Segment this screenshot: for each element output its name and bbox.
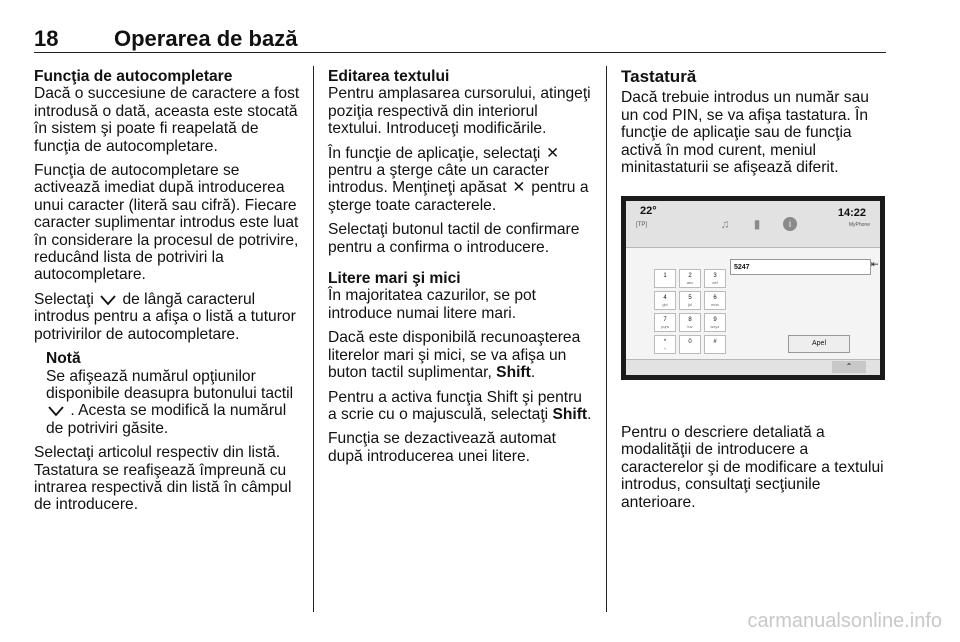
chevron-down-icon (46, 405, 66, 417)
key-number: 4 (663, 295, 667, 301)
column-3-bottom (621, 424, 889, 518)
key-number: 5 (688, 295, 692, 301)
column-2 (328, 68, 593, 472)
keypad-key[interactable] (704, 313, 726, 332)
keypad-screenshot (621, 196, 885, 380)
key-letters: abc (686, 280, 694, 285)
key-number: * (663, 339, 667, 345)
key-letters: pqrs (661, 324, 669, 329)
keypad-key[interactable] (704, 335, 726, 354)
text: de lângă caracterul introdus pentru a afişa o listă a tuturor potrivirilor de autocompletare. (34, 290, 296, 343)
call-button[interactable]: Apel (788, 335, 850, 353)
clock: 14:22 (837, 207, 866, 219)
text: Selectaţi (34, 290, 94, 308)
watermark: carmanualsonline.info (747, 610, 942, 632)
paragraph (328, 145, 593, 215)
keypad-key[interactable] (654, 335, 676, 354)
text: pentru a şterge toate caracterele. (328, 179, 589, 214)
chevron-up-icon[interactable]: ⌃ (832, 361, 866, 373)
keypad-key[interactable] (679, 291, 701, 310)
temperature: 22° (640, 205, 657, 217)
status-bar (626, 201, 880, 248)
key-letters: + (663, 346, 667, 351)
close-icon: ✕ (546, 144, 560, 162)
key-number: 7 (663, 317, 667, 323)
case-heading: Litere mari şi mici (328, 270, 461, 288)
paragraph (328, 389, 593, 424)
number-input[interactable]: 5247 (730, 259, 871, 275)
keypad-key[interactable] (704, 291, 726, 310)
column-3 (621, 68, 889, 183)
key-number: 9 (713, 317, 717, 323)
column-divider (313, 66, 314, 612)
key-number: 6 (713, 295, 717, 301)
note-box (34, 350, 300, 437)
key-number: 8 (688, 317, 692, 323)
key-letters: jkl (688, 302, 692, 307)
paragraph: Dacă trebuie introdus un număr sau un cod PIN, se va afişa tastatura. În funcţie de aplicaţie sau de funcţia activă în mod curent, meniul minitastaturii se afişează diferit. (621, 89, 869, 177)
text: . Acesta se modifică la numărul de potriviri găsite. (46, 402, 287, 437)
paragraph: Funcţia de autocompletare se activează imediat după introducerea unui caracter (literă sau cifră). Fiecare caracter suplimentar introdus este luat în considerare la procesul de potrivire, reducând lista de potriviri la autocompletare. (34, 162, 299, 284)
text: pentru a şterge câte un caracter introdus. Menţineţi apăsat (328, 162, 550, 197)
keypad-key[interactable] (679, 313, 701, 332)
paragraph (34, 291, 300, 343)
paragraph: Selectaţi butonul tactil de confirmare pentru a confirma o introducere. (328, 221, 580, 256)
keypad-key[interactable] (679, 269, 701, 288)
key-number: 1 (663, 273, 667, 279)
paragraph: Dacă o succesiune de caractere a fost introdusă o dată, aceasta este stocată în sistem şi poate fi reapelată de funcţia de autocompletare. (34, 85, 300, 155)
paragraph (328, 329, 593, 381)
text: Pentru a activa funcţia Shift şi pentru a scrie cu o majusculă, selectaţi (328, 388, 582, 423)
paragraph: În majoritatea cazurilor, se pot introduce numai litere mari. (328, 287, 537, 322)
paragraph: Funcţia se dezactivează automat după introducerea unei litere. (328, 430, 556, 465)
keypad-key[interactable] (654, 313, 676, 332)
paragraph: Pentru o descriere detaliată a modalităţii de introducere a caracterelor şi de modificare a textului introdus, consultaţi secţiunile anterioare. (621, 424, 884, 511)
text: Se afişează numărul opţiunilor disponibile deasupra butonului tactil (46, 367, 294, 402)
shift-label: Shift (496, 364, 531, 382)
text: . (587, 405, 592, 423)
key-number: # (713, 339, 717, 345)
paragraph: Selectaţi articolul respectiv din listă. Tastatura se reafişează împreună cu intrarea respectivă din listă în câmpul de introducere. (34, 444, 292, 514)
keypad-key[interactable] (679, 335, 701, 354)
keypad-key[interactable] (654, 291, 676, 310)
key-letters: mno (711, 302, 719, 307)
phone-icon[interactable]: ▮ (753, 217, 761, 231)
key-number: 2 (688, 273, 692, 279)
keypad-key[interactable] (654, 269, 676, 288)
text: În funcţie de aplicaţie, selectaţi (328, 144, 541, 162)
page-title: Operarea de bază (114, 26, 298, 51)
keypad-heading: Tastatură (621, 67, 697, 86)
key-number: 3 (713, 273, 717, 279)
key-letters: wxyz (710, 324, 720, 329)
music-icon[interactable]: ♫ (720, 217, 730, 231)
paragraph: Pentru amplasarea cursorului, atingeţi poziţia respectivă din interiorul textului. Introduceţi modificările. (328, 85, 591, 138)
chevron-down-icon (98, 294, 118, 306)
column-divider (606, 66, 607, 612)
keypad-key[interactable] (704, 269, 726, 288)
autocomplete-heading: Funcţia de autocompletare (34, 68, 233, 85)
key-letters: ghi (662, 302, 668, 307)
tp-indicator: [TP] (636, 222, 648, 228)
text: Dacă este disponibilă recunoaşterea literelor mari şi mici, se va afişa un buton tactil suplimentar, (328, 329, 581, 382)
edit-text-heading: Editarea textului (328, 68, 450, 85)
page-header (34, 26, 886, 53)
close-icon: ✕ (512, 179, 526, 197)
page-number: 18 (34, 26, 59, 51)
shift-label: Shift (552, 405, 588, 423)
info-icon[interactable]: i (783, 217, 797, 231)
key-letters: tuv (687, 324, 693, 329)
backspace-icon[interactable]: ⇤ (871, 259, 879, 269)
numeric-keypad (654, 269, 726, 354)
key-number: 0 (688, 339, 692, 345)
key-letters: def (712, 280, 718, 285)
column-1 (34, 68, 300, 521)
infotainment-screen (626, 201, 880, 375)
text: . (530, 364, 536, 382)
phone-name: MyPhone (848, 222, 870, 228)
note-title: Notă (46, 350, 81, 368)
